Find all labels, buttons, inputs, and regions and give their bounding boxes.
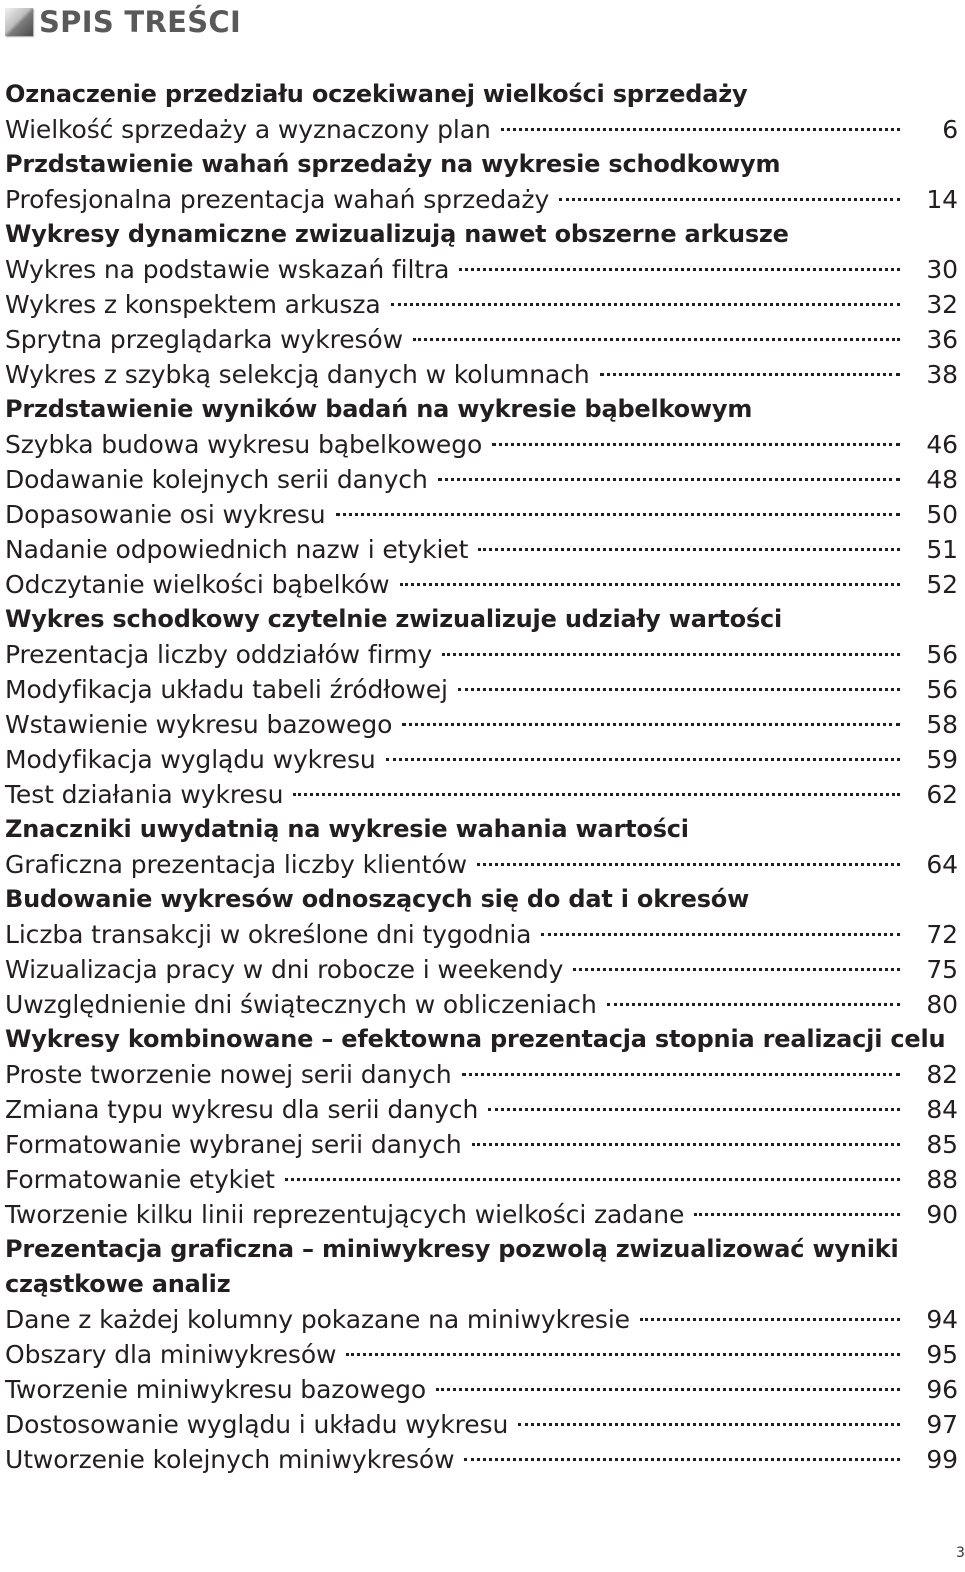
toc-section-heading: Przdstawienie wahań sprzedaży na wykresie schodkowym [5,150,781,178]
toc-entry[interactable] [5,287,958,322]
toc-page-number: 46 [926,430,958,459]
toc-entry[interactable] [5,1302,958,1337]
toc-entry[interactable] [5,1372,958,1407]
dot-leader [478,548,900,551]
toc-page-number: 58 [926,710,958,739]
toc-entry-label: Test działania wykresu [5,780,284,809]
toc-entry-label: Sprytna przeglądarka wykresów [5,325,403,354]
dot-leader [293,793,900,796]
toc-entry-label: Wielkość sprzedaży a wyznaczony plan [5,115,491,144]
toc-entry[interactable] [5,497,958,532]
toc-page-number: 14 [926,185,958,214]
toc-page-number: 94 [926,1305,958,1334]
dot-leader [442,653,900,656]
toc-entry-label: Formatowanie wybranej serii danych [5,1130,462,1159]
dot-leader [413,338,900,341]
toc-section-heading: Prezentacja graficzna – miniwykresy pozwolą zwizualizować wyniki cząstkowe analiz [5,1235,899,1298]
toc-entry-label: Dopasowanie osi wykresu [5,500,326,529]
toc-entry[interactable] [5,1057,958,1092]
toc-entry-label: Dodawanie kolejnych serii danych [5,465,428,494]
toc-page-number: 85 [926,1130,958,1159]
toc-entry[interactable] [5,1337,958,1372]
dot-leader [436,1388,900,1391]
toc-entry-label: Obszary dla miniwykresów [5,1340,337,1369]
toc-entry-label: Dane z każdej kolumny pokazane na miniwykresie [5,1305,630,1334]
toc-entry-label: Zmiana typu wykresu dla serii danych [5,1095,479,1124]
toc-entry[interactable] [5,182,958,217]
dot-leader [336,513,900,516]
toc-entry-label: Modyfikacja wyglądu wykresu [5,745,376,774]
toc-page-number: 36 [926,325,958,354]
toc-entry[interactable] [5,707,958,742]
toc-entry-label: Prezentacja liczby oddziałów firmy [5,640,433,669]
toc-entry-label: Nadanie odpowiednich nazw i etykiet [5,535,469,564]
toc-entry-label: Uwzględnienie dni świątecznych w obliczeniach [5,990,597,1019]
toc-entry[interactable] [5,1407,958,1442]
toc-entry-label: Tworzenie miniwykresu bazowego [5,1375,427,1404]
toc-section-heading: Przdstawienie wyników badań na wykresie bąbelkowym [5,395,753,423]
dot-leader [400,583,900,586]
toc-entry-label: Liczba transakcji w określone dni tygodnia [5,920,532,949]
toc-page-number: 80 [926,990,958,1019]
toc-page-number: 96 [926,1375,958,1404]
toc-page-number: 30 [926,255,958,284]
toc-entry[interactable] [5,917,958,952]
toc-page-number: 90 [926,1200,958,1229]
dot-leader [386,758,900,761]
toc-entry[interactable] [5,1442,958,1477]
toc-entry[interactable] [5,987,958,1022]
toc-entry-label: Proste tworzenie nowej serii danych [5,1060,452,1089]
toc-entry[interactable] [5,672,958,707]
dot-leader [402,723,900,726]
toc-entry[interactable] [5,1197,958,1232]
dot-leader [694,1213,900,1216]
dot-leader [458,688,900,691]
dot-leader [438,478,900,481]
toc-page-number: 52 [926,570,958,599]
toc-page-number: 56 [926,640,958,669]
toc-entry[interactable] [5,357,958,392]
toc-entry[interactable] [5,252,958,287]
toc-entry[interactable] [5,322,958,357]
toc-entry[interactable] [5,427,958,462]
toc-header [5,2,241,42]
toc-entry[interactable] [5,1092,958,1127]
dot-leader [501,128,900,131]
dot-leader [573,968,900,971]
toc-entry-label: Szybka budowa wykresu bąbelkowego [5,430,483,459]
dot-leader [391,303,900,306]
toc-entry-label: Wykres na podstawie wskazań filtra [5,255,450,284]
dot-leader [477,863,900,866]
toc-entry-label: Wizualizacja pracy w dni robocze i weekendy [5,955,564,984]
toc-entry-label: Odczytanie wielkości bąbelków [5,570,390,599]
toc-page-number: 97 [926,1410,958,1439]
toc-page-number: 56 [926,675,958,704]
dot-leader [640,1318,900,1321]
toc-entry[interactable] [5,1162,958,1197]
toc-page-number: 88 [926,1165,958,1194]
toc-entry[interactable] [5,847,958,882]
toc-page-number: 62 [926,780,958,809]
toc-entry-label: Graficzna prezentacja liczby klientów [5,850,467,879]
gradient-square-icon [5,8,33,36]
toc-page-number: 75 [926,955,958,984]
toc-entry-label: Formatowanie etykiet [5,1165,275,1194]
dot-leader [600,373,900,376]
dot-leader [459,268,900,271]
dot-leader [607,1003,900,1006]
toc-entry[interactable] [5,742,958,777]
dot-leader [346,1353,900,1356]
dot-leader [285,1178,900,1181]
dot-leader [559,198,900,201]
dot-leader [464,1458,900,1461]
toc-page-number: 32 [926,290,958,319]
toc-section-heading: Znaczniki uwydatnią na wykresie wahania wartości [5,815,689,843]
toc-section-heading: Wykresy dynamiczne zwizualizują nawet obszerne arkusze [5,220,789,248]
toc-entry-label: Modyfikacja układu tabeli źródłowej [5,675,448,704]
toc-entry-label: Tworzenie kilku linii reprezentujących wielkości zadane [5,1200,685,1229]
toc-page-number: 38 [926,360,958,389]
toc-page-number: 64 [926,850,958,879]
toc-section-heading: Budowanie wykresów odnoszących się do dat i okresów [5,885,750,913]
toc-entry[interactable] [5,567,958,602]
toc-entry[interactable] [5,952,958,987]
toc-page-number: 59 [926,745,958,774]
toc-entry[interactable] [5,777,958,812]
dot-leader [492,443,900,446]
toc-entry[interactable] [5,1127,958,1162]
dot-leader [462,1073,900,1076]
toc-page-number: 72 [926,920,958,949]
toc-entry-label: Utworzenie kolejnych miniwykresów [5,1445,455,1474]
toc-page-number: 50 [926,500,958,529]
toc-entry[interactable] [5,532,958,567]
dot-leader [541,933,900,936]
toc-page-number: 6 [942,115,958,144]
page-title: SPIS TREŚCI [39,5,242,39]
table-of-contents [5,77,958,1477]
toc-page-number: 51 [926,535,958,564]
toc-entry[interactable] [5,462,958,497]
toc-entry[interactable] [5,112,958,147]
toc-entry[interactable] [5,637,958,672]
toc-entry-label: Wstawienie wykresu bazowego [5,710,393,739]
toc-entry-label: Wykres z szybką selekcją danych w kolumnach [5,360,590,389]
dot-leader [518,1423,900,1426]
toc-section-heading: Wykresy kombinowane – efektowna prezentacja stopnia realizacji celu [5,1025,946,1053]
toc-page-number: 95 [926,1340,958,1369]
toc-page-number: 82 [926,1060,958,1089]
toc-section-heading: Wykres schodkowy czytelnie zwizualizuje udziały wartości [5,605,783,633]
toc-section-heading: Oznaczenie przedziału oczekiwanej wielkości sprzedaży [5,80,748,108]
page-edge-mark: 3 [956,1545,965,1561]
toc-entry-label: Dostosowanie wyglądu i układu wykresu [5,1410,509,1439]
toc-page-number: 99 [926,1445,958,1474]
toc-entry-label: Profesjonalna prezentacja wahań sprzedaży [5,185,550,214]
toc-page-number: 84 [926,1095,958,1124]
dot-leader [488,1108,900,1111]
toc-page-number: 48 [926,465,958,494]
toc-entry-label: Wykres z konspektem arkusza [5,290,381,319]
dot-leader [472,1143,900,1146]
